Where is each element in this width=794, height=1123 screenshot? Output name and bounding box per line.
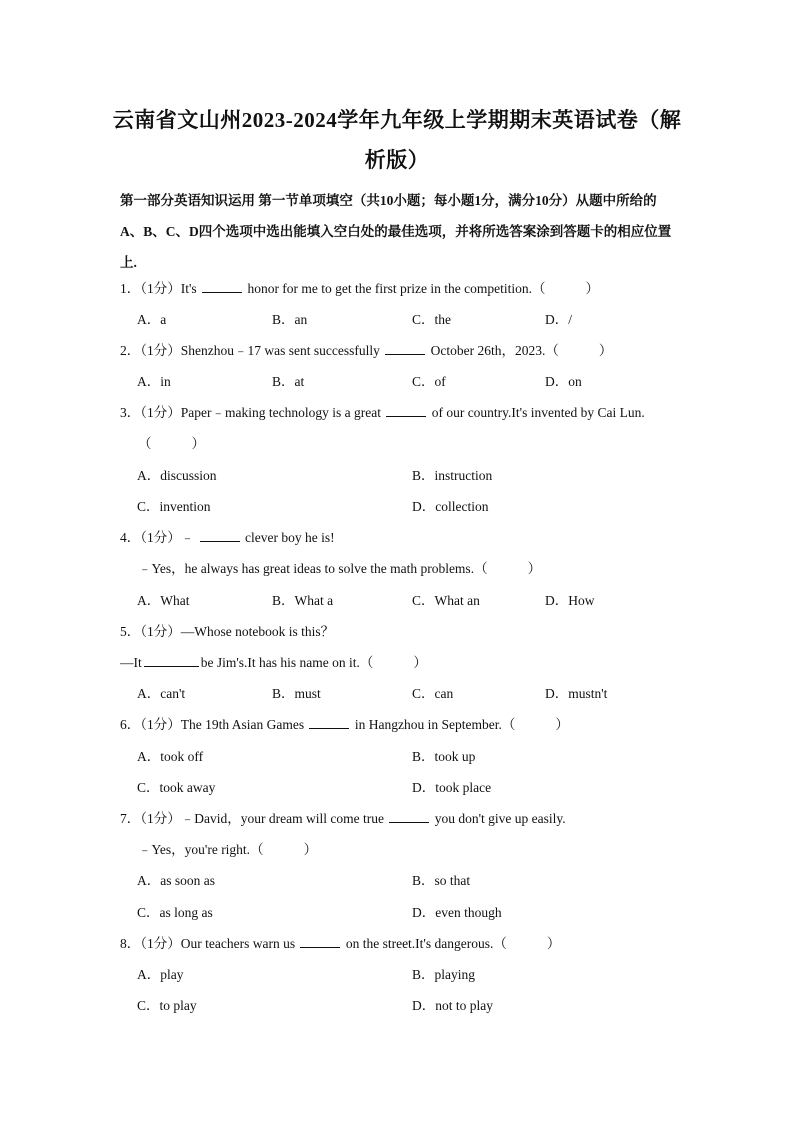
section-instructions: 第一部分英语知识运用 第一节单项填空（共10小题；每小题1分，满分10分）从题中所给的A、B、C、D四个选项中选出能填入空白处的最佳选项，并将所选答案涂到答题卡的相应位置上. [120,193,672,270]
q6-option-c: C．took away [137,780,216,795]
q7-option-b: B．so that [412,873,471,888]
q8-option-d: D．not to play [412,998,493,1013]
question-2-stem: 2．（1分）Shenzhou﹣17 was sent successfully October 26th，2023.（ ） [120,343,613,358]
answer-blank [300,934,340,948]
question-3-paren-line: （ ） [138,436,205,451]
question-4-reply: ﹣Yes，he always has great ideas to solve the math problems.（ ） [138,561,542,576]
answer-blank [202,279,242,293]
question-6 [120,715,680,735]
q4-option-a: A．What [137,593,190,608]
q4-option-c: C．What an [412,593,480,608]
question-3 [120,403,680,454]
q5-option-d: D．mustn't [545,686,608,701]
q6-option-b: B．took up [412,749,476,764]
question-6-stem: 6．（1分）The 19th Asian Games in Hangzhou in September.（ ） [120,717,569,732]
question-3-stem: 3．（1分）Paper﹣making technology is a great of our country.It's invented by Cai Lun. [120,405,645,420]
answer-blank [144,653,199,667]
question-7-reply: ﹣Yes，you're right.（ ） [138,842,318,857]
question-8 [120,934,680,954]
answer-blank [386,403,426,417]
answer-blank [389,809,429,823]
question-5 [120,622,680,673]
q1-option-d: D．/ [545,312,572,327]
q5-option-b: B．must [272,686,321,701]
q8-option-a: A．play [137,967,184,982]
answer-blank [200,528,240,542]
q3-option-b: B．instruction [412,468,493,483]
question-5-reply: —It be Jim's.It has his name on it.（ ） [120,655,427,670]
question-4 [120,528,680,579]
q2-option-d: D．on [545,374,582,389]
question-8-stem: 8．（1分）Our teachers warn us on the street.It's dangerous.（ ） [120,936,561,951]
question-7 [120,809,680,860]
q3-option-d: D．collection [412,499,489,514]
q6-option-d: D．took place [412,780,492,795]
q3-option-a: A．discussion [137,468,217,483]
q1-option-c: C．the [412,312,451,327]
question-2 [120,341,680,361]
q1-option-b: B．an [272,312,308,327]
page-title: 云南省文山州2023-2024学年九年级上学期期末英语试卷（解析版） [112,108,682,172]
question-4-stem: 4．（1分）﹣ clever boy he is! [120,530,335,545]
q3-option-c: C．invention [137,499,211,514]
q8-option-c: C．to play [137,998,197,1013]
q5-option-c: C．can [412,686,454,701]
q2-option-a: A．in [137,374,171,389]
q7-option-c: C．as long as [137,905,213,920]
q7-option-d: D．even though [412,905,502,920]
q1-option-a: A．a [137,312,167,327]
q2-option-c: C．of [412,374,446,389]
q6-option-a: A．took off [137,749,204,764]
question-5-stem: 5．（1分）—Whose notebook is this？ [120,624,335,639]
q8-option-b: B．playing [412,967,475,982]
q2-option-b: B．at [272,374,305,389]
q5-option-a: A．can't [137,686,186,701]
q7-option-a: A．as soon as [137,873,215,888]
answer-blank [385,341,425,355]
answer-blank [309,715,349,729]
question-1-stem: 1．（1分）It's honor for me to get the first prize in the competition.（ ） [120,281,599,296]
question-7-stem: 7．（1分）﹣David，your dream will come true you don't give up easily. [120,811,566,826]
question-1 [120,279,680,299]
q4-option-d: D．How [545,593,595,608]
q4-option-b: B．What a [272,593,334,608]
